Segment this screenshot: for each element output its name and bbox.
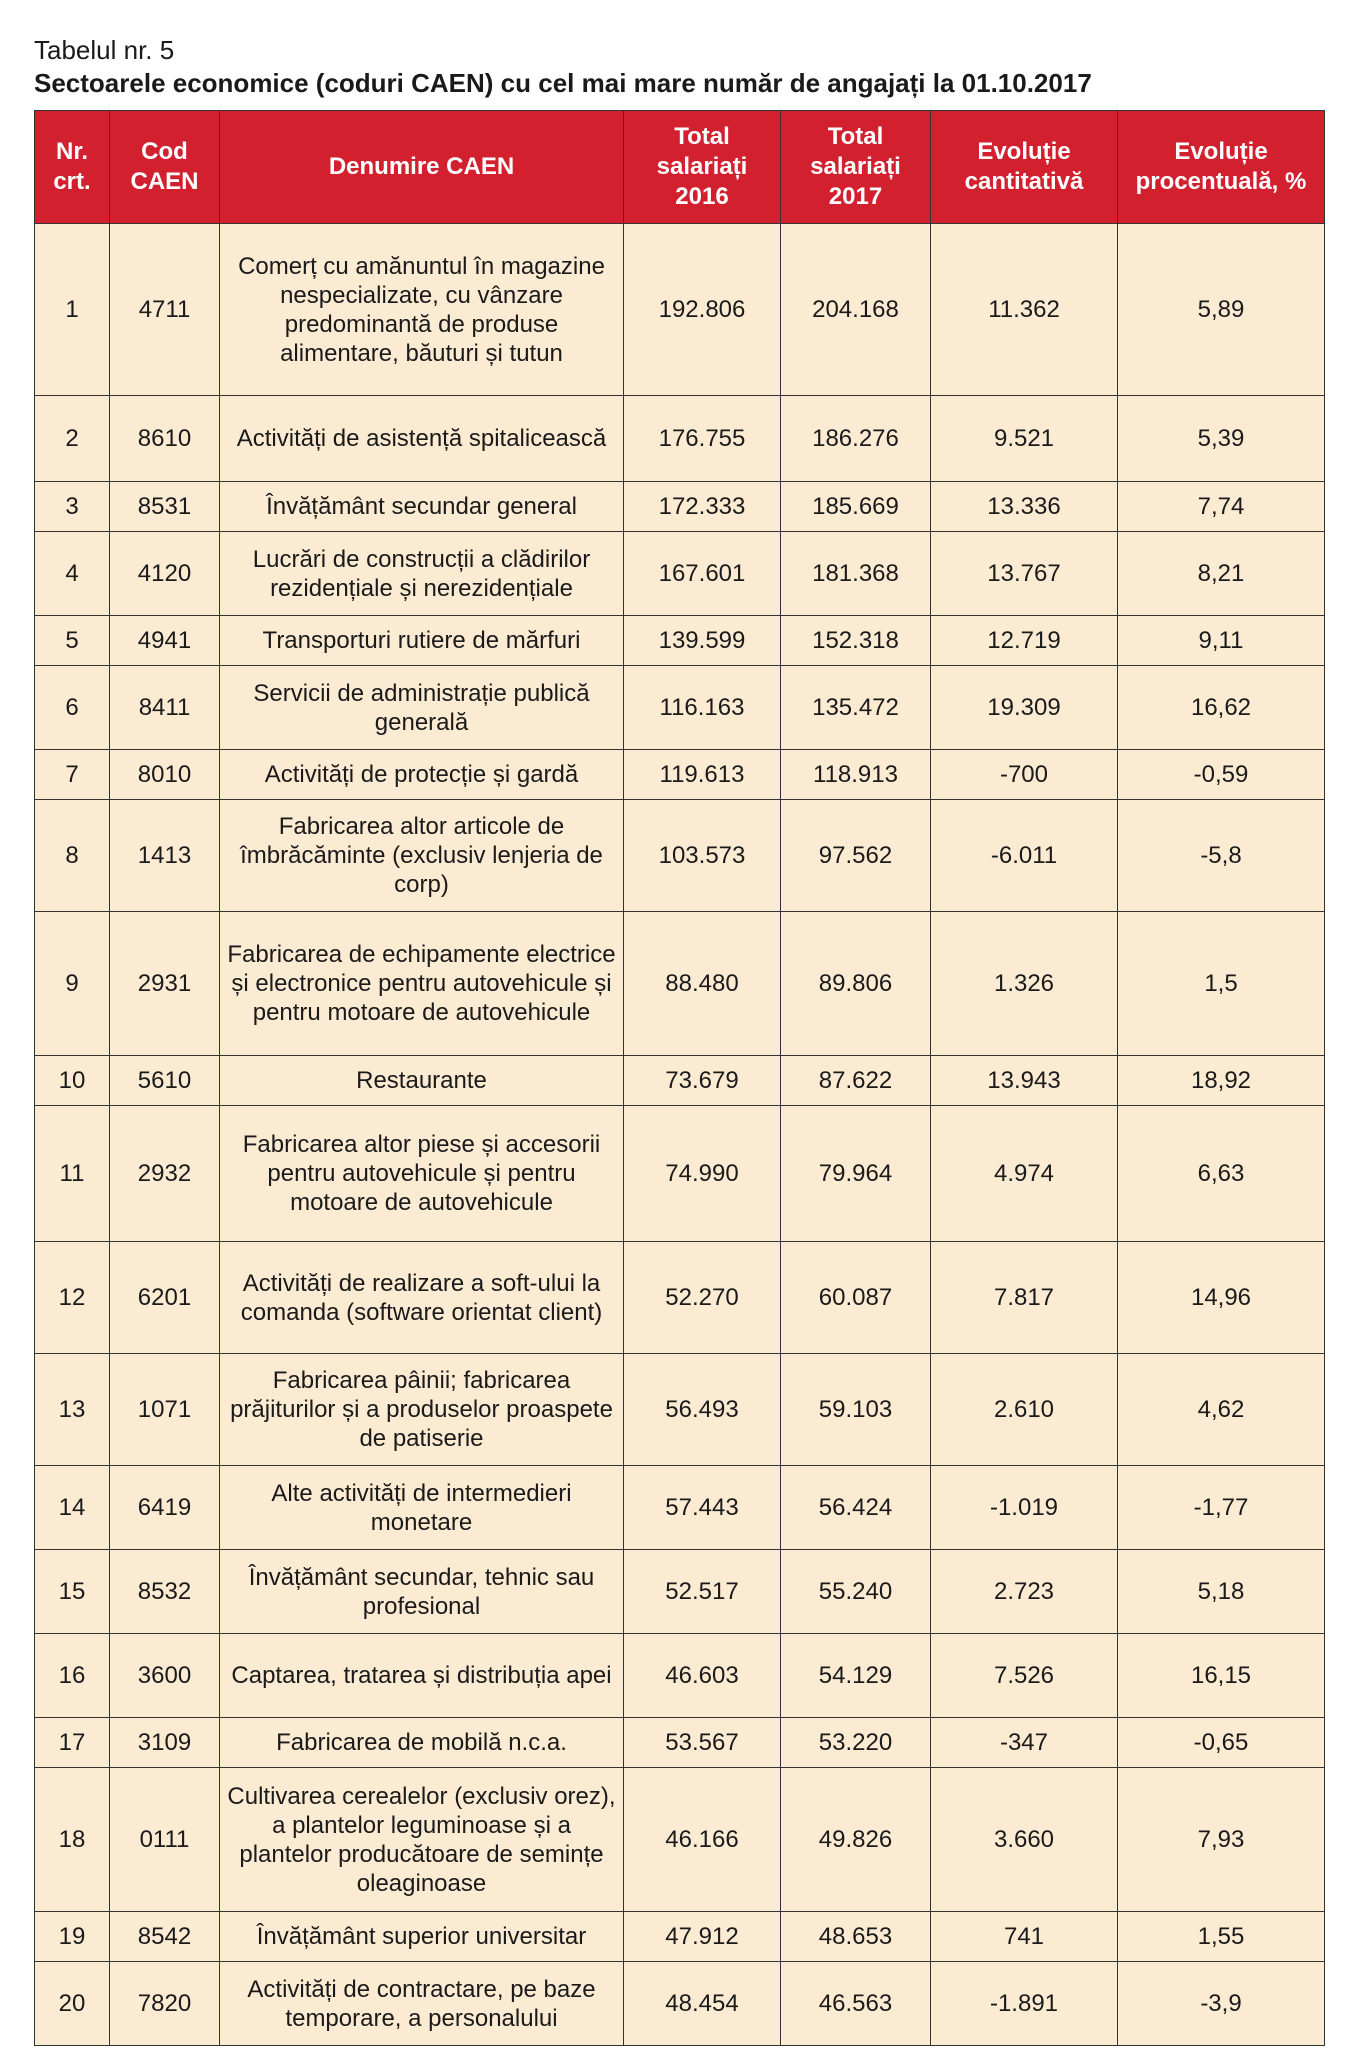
table-row xyxy=(35,912,1325,1056)
cell-total-2017: 186.276 xyxy=(781,396,931,482)
cell-cod: 3109 xyxy=(110,1718,220,1768)
table-row xyxy=(35,1550,1325,1634)
cell-evolutie-procentuala: -3,9 xyxy=(1118,1962,1325,2046)
cell-nr: 15 xyxy=(35,1550,110,1634)
cell-evolutie-procentuala: 9,11 xyxy=(1118,616,1325,666)
cell-total-2016: 52.517 xyxy=(624,1550,781,1634)
table-row xyxy=(35,800,1325,912)
cell-denumire: Fabricarea altor piese și accesorii pentru autovehicule și pentru motoare de autovehicule xyxy=(220,1106,624,1242)
cell-nr: 20 xyxy=(35,1962,110,2046)
employment-table xyxy=(34,110,1325,2046)
cell-cod: 8532 xyxy=(110,1550,220,1634)
cell-total-2017: 48.653 xyxy=(781,1912,931,1962)
cell-cod: 1071 xyxy=(110,1354,220,1466)
cell-cod: 8531 xyxy=(110,482,220,532)
header-total-2017: Total salariați 2017 xyxy=(781,111,931,224)
cell-evolutie-cantitativa: 3.660 xyxy=(931,1768,1118,1912)
cell-total-2017: 60.087 xyxy=(781,1242,931,1354)
cell-denumire: Activități de asistență spitalicească xyxy=(220,396,624,482)
cell-nr: 5 xyxy=(35,616,110,666)
cell-total-2017: 46.563 xyxy=(781,1962,931,2046)
table-row xyxy=(35,1912,1325,1962)
table-row xyxy=(35,482,1325,532)
cell-evolutie-procentuala: -0,59 xyxy=(1118,750,1325,800)
cell-denumire: Învățământ secundar, tehnic sau profesional xyxy=(220,1550,624,1634)
table-row xyxy=(35,1056,1325,1106)
cell-cod: 8542 xyxy=(110,1912,220,1962)
cell-total-2017: 181.368 xyxy=(781,532,931,616)
table-row xyxy=(35,1634,1325,1718)
cell-denumire: Transporturi rutiere de mărfuri xyxy=(220,616,624,666)
cell-nr: 8 xyxy=(35,800,110,912)
table-row xyxy=(35,1962,1325,2046)
table-row xyxy=(35,1718,1325,1768)
cell-cod: 0111 xyxy=(110,1768,220,1912)
cell-denumire: Restaurante xyxy=(220,1056,624,1106)
cell-cod: 8610 xyxy=(110,396,220,482)
cell-denumire: Cultivarea cerealelor (exclusiv orez), a plantelor leguminoase și a plantelor producătoare de semințe oleaginoase xyxy=(220,1768,624,1912)
cell-total-2016: 47.912 xyxy=(624,1912,781,1962)
cell-evolutie-cantitativa: 4.974 xyxy=(931,1106,1118,1242)
cell-total-2017: 59.103 xyxy=(781,1354,931,1466)
cell-nr: 12 xyxy=(35,1242,110,1354)
cell-total-2016: 46.166 xyxy=(624,1768,781,1912)
cell-evolutie-cantitativa: 741 xyxy=(931,1912,1118,1962)
cell-total-2017: 87.622 xyxy=(781,1056,931,1106)
table-row xyxy=(35,1106,1325,1242)
cell-total-2016: 73.679 xyxy=(624,1056,781,1106)
cell-evolutie-procentuala: -5,8 xyxy=(1118,800,1325,912)
cell-nr: 13 xyxy=(35,1354,110,1466)
cell-evolutie-cantitativa: -6.011 xyxy=(931,800,1118,912)
cell-nr: 19 xyxy=(35,1912,110,1962)
cell-evolutie-procentuala: 1,5 xyxy=(1118,912,1325,1056)
cell-cod: 2932 xyxy=(110,1106,220,1242)
cell-evolutie-cantitativa: 13.336 xyxy=(931,482,1118,532)
cell-denumire: Fabricarea de echipamente electrice și electronice pentru autovehicule și pentru motoare de autovehicule xyxy=(220,912,624,1056)
cell-total-2016: 52.270 xyxy=(624,1242,781,1354)
cell-evolutie-procentuala: 18,92 xyxy=(1118,1056,1325,1106)
cell-cod: 3600 xyxy=(110,1634,220,1718)
cell-nr: 1 xyxy=(35,224,110,396)
cell-total-2016: 167.601 xyxy=(624,532,781,616)
cell-total-2016: 88.480 xyxy=(624,912,781,1056)
cell-total-2016: 56.493 xyxy=(624,1354,781,1466)
cell-evolutie-procentuala: -1,77 xyxy=(1118,1466,1325,1550)
cell-evolutie-cantitativa: 12.719 xyxy=(931,616,1118,666)
table-row xyxy=(35,224,1325,396)
cell-total-2016: 53.567 xyxy=(624,1718,781,1768)
table-row xyxy=(35,1242,1325,1354)
cell-cod: 8010 xyxy=(110,750,220,800)
table-row xyxy=(35,750,1325,800)
header-total-2016: Total salariați 2016 xyxy=(624,111,781,224)
cell-evolutie-cantitativa: -1.891 xyxy=(931,1962,1118,2046)
cell-cod: 7820 xyxy=(110,1962,220,2046)
cell-evolutie-procentuala: 5,39 xyxy=(1118,396,1325,482)
cell-evolutie-cantitativa: -347 xyxy=(931,1718,1118,1768)
cell-denumire: Servicii de administrație publică generală xyxy=(220,666,624,750)
cell-evolutie-procentuala: 6,63 xyxy=(1118,1106,1325,1242)
cell-evolutie-procentuala: 5,18 xyxy=(1118,1550,1325,1634)
cell-cod: 6419 xyxy=(110,1466,220,1550)
cell-total-2016: 46.603 xyxy=(624,1634,781,1718)
cell-total-2016: 116.163 xyxy=(624,666,781,750)
cell-denumire: Alte activități de intermedieri monetare xyxy=(220,1466,624,1550)
cell-evolutie-procentuala: 14,96 xyxy=(1118,1242,1325,1354)
cell-evolutie-cantitativa: 1.326 xyxy=(931,912,1118,1056)
cell-cod: 2931 xyxy=(110,912,220,1056)
cell-evolutie-cantitativa: 19.309 xyxy=(931,666,1118,750)
header-nr: Nr. crt. xyxy=(35,111,110,224)
cell-nr: 11 xyxy=(35,1106,110,1242)
cell-nr: 7 xyxy=(35,750,110,800)
cell-total-2016: 139.599 xyxy=(624,616,781,666)
cell-total-2017: 89.806 xyxy=(781,912,931,1056)
cell-denumire: Activități de contractare, pe baze temporare, a personalului xyxy=(220,1962,624,2046)
cell-total-2016: 57.443 xyxy=(624,1466,781,1550)
cell-evolutie-procentuala: 8,21 xyxy=(1118,532,1325,616)
cell-evolutie-cantitativa: 9.521 xyxy=(931,396,1118,482)
cell-evolutie-cantitativa: -1.019 xyxy=(931,1466,1118,1550)
cell-total-2017: 135.472 xyxy=(781,666,931,750)
cell-total-2016: 48.454 xyxy=(624,1962,781,2046)
table-title: Sectoarele economice (coduri CAEN) cu cel mai mare număr de angajați la 01.10.2017 xyxy=(34,68,1092,98)
cell-evolutie-cantitativa: 11.362 xyxy=(931,224,1118,396)
cell-evolutie-procentuala: 16,15 xyxy=(1118,1634,1325,1718)
cell-total-2017: 49.826 xyxy=(781,1768,931,1912)
cell-denumire: Fabricarea altor articole de îmbrăcăminte (exclusiv lenjeria de corp) xyxy=(220,800,624,912)
cell-denumire: Fabricarea de mobilă n.c.a. xyxy=(220,1718,624,1768)
cell-total-2017: 152.318 xyxy=(781,616,931,666)
cell-total-2017: 55.240 xyxy=(781,1550,931,1634)
cell-cod: 6201 xyxy=(110,1242,220,1354)
cell-cod: 4711 xyxy=(110,224,220,396)
cell-evolutie-procentuala: 1,55 xyxy=(1118,1912,1325,1962)
cell-nr: 17 xyxy=(35,1718,110,1768)
cell-cod: 4120 xyxy=(110,532,220,616)
cell-evolutie-procentuala: 5,89 xyxy=(1118,224,1325,396)
cell-total-2017: 56.424 xyxy=(781,1466,931,1550)
cell-evolutie-procentuala: 16,62 xyxy=(1118,666,1325,750)
cell-total-2017: 54.129 xyxy=(781,1634,931,1718)
cell-nr: 16 xyxy=(35,1634,110,1718)
cell-total-2017: 53.220 xyxy=(781,1718,931,1768)
cell-evolutie-cantitativa: 13.943 xyxy=(931,1056,1118,1106)
cell-denumire: Lucrări de construcții a clădirilor rezidențiale și nerezidențiale xyxy=(220,532,624,616)
cell-denumire: Învățământ secundar general xyxy=(220,482,624,532)
cell-evolutie-procentuala: 7,93 xyxy=(1118,1768,1325,1912)
cell-total-2017: 118.913 xyxy=(781,750,931,800)
cell-nr: 10 xyxy=(35,1056,110,1106)
header-evolutie-cantitativa: Evoluție cantitativă xyxy=(931,111,1118,224)
cell-evolutie-cantitativa: 2.610 xyxy=(931,1354,1118,1466)
cell-evolutie-cantitativa: 7.817 xyxy=(931,1242,1118,1354)
cell-evolutie-procentuala: 4,62 xyxy=(1118,1354,1325,1466)
cell-cod: 4941 xyxy=(110,616,220,666)
cell-evolutie-cantitativa: 7.526 xyxy=(931,1634,1118,1718)
cell-evolutie-procentuala: 7,74 xyxy=(1118,482,1325,532)
cell-denumire: Captarea, tratarea și distribuția apei xyxy=(220,1634,624,1718)
cell-total-2016: 103.573 xyxy=(624,800,781,912)
cell-total-2017: 185.669 xyxy=(781,482,931,532)
cell-evolutie-cantitativa: 2.723 xyxy=(931,1550,1118,1634)
cell-denumire: Activități de protecție și gardă xyxy=(220,750,624,800)
cell-evolutie-procentuala: -0,65 xyxy=(1118,1718,1325,1768)
header-cod: Cod CAEN xyxy=(110,111,220,224)
table-row xyxy=(35,1354,1325,1466)
cell-nr: 14 xyxy=(35,1466,110,1550)
table-row xyxy=(35,666,1325,750)
cell-total-2016: 192.806 xyxy=(624,224,781,396)
cell-evolutie-cantitativa: -700 xyxy=(931,750,1118,800)
cell-nr: 2 xyxy=(35,396,110,482)
cell-nr: 9 xyxy=(35,912,110,1056)
cell-denumire: Învățământ superior universitar xyxy=(220,1912,624,1962)
cell-total-2017: 97.562 xyxy=(781,800,931,912)
cell-cod: 1413 xyxy=(110,800,220,912)
table-row xyxy=(35,1466,1325,1550)
table-caption: Tabelul nr. 5 xyxy=(34,35,175,65)
cell-nr: 4 xyxy=(35,532,110,616)
cell-total-2016: 176.755 xyxy=(624,396,781,482)
table-row xyxy=(35,396,1325,482)
cell-evolutie-cantitativa: 13.767 xyxy=(931,532,1118,616)
header-evolutie-procentuala: Evoluție procentuală, % xyxy=(1118,111,1325,224)
cell-denumire: Comerț cu amănuntul în magazine nespecializate, cu vânzare predominantă de produse alimentare, băuturi și tutun xyxy=(220,224,624,396)
cell-total-2017: 79.964 xyxy=(781,1106,931,1242)
cell-denumire: Fabricarea pâinii; fabricarea prăjiturilor și a produselor proaspete de patiserie xyxy=(220,1354,624,1466)
header-row xyxy=(35,111,1325,224)
table-row xyxy=(35,616,1325,666)
cell-nr: 3 xyxy=(35,482,110,532)
cell-total-2017: 204.168 xyxy=(781,224,931,396)
header-denumire: Denumire CAEN xyxy=(220,111,624,224)
table-row xyxy=(35,532,1325,616)
cell-total-2016: 119.613 xyxy=(624,750,781,800)
cell-total-2016: 74.990 xyxy=(624,1106,781,1242)
cell-cod: 8411 xyxy=(110,666,220,750)
table-body xyxy=(35,224,1325,2046)
cell-cod: 5610 xyxy=(110,1056,220,1106)
cell-denumire: Activități de realizare a soft-ului la comanda (software orientat client) xyxy=(220,1242,624,1354)
cell-nr: 6 xyxy=(35,666,110,750)
cell-nr: 18 xyxy=(35,1768,110,1912)
cell-total-2016: 172.333 xyxy=(624,482,781,532)
table-row xyxy=(35,1768,1325,1912)
